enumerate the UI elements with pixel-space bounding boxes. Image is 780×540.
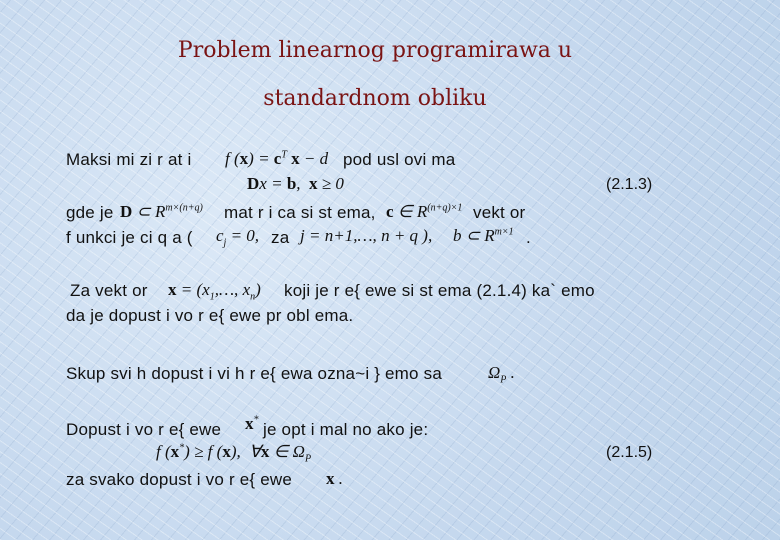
x-star: x* — [245, 414, 259, 433]
x-final: x . — [326, 469, 343, 488]
equation-number-213: (2.1.3) — [606, 176, 653, 193]
feasible-set-statement: Skup svi h dopust i vi h r e{ ewa ozna~i } emo sa — [66, 364, 442, 383]
for-vector-label: Za vekt or — [70, 281, 148, 300]
objective-function-label: f unkci je ci q a ( — [66, 228, 193, 247]
sentence-end: . — [526, 228, 531, 247]
system-matrix-label: mat r i ca si st ema, — [224, 203, 376, 222]
optimality-inequality: f (x*) ≥ f (x), ∀x ∈ $\Omega_P$ — [156, 442, 312, 465]
j-range: j = n+1,…, n + q ), — [300, 226, 433, 245]
optimal-solution-label: Dopust i vo r e{ ewe — [66, 420, 222, 439]
where-label: gde je — [66, 203, 114, 222]
subject-to-label: pod usl ovi ma — [343, 150, 456, 169]
vector-label: vekt or — [473, 203, 526, 222]
solution-statement: koji je r e{ ewe si st ema (2.1.4) ka` emo — [284, 281, 595, 300]
feasible-solution-statement: da je dopust i vo r e{ ewe pr obl ema. — [66, 306, 354, 325]
vector-x: $x = (x_1,\dots$, $x_n$) — [168, 280, 261, 303]
slide-title-line1: Problem linearnog programirawa u — [177, 38, 573, 63]
vector-b-set: b ⊂ $R^{m\times 1}$ — [453, 226, 514, 245]
objective-function: f $(x) = c^T$ x − d — [225, 149, 329, 168]
equation-number-215: (2.1.5) — [606, 444, 653, 461]
constraint-equation: Dx = b, x ≥ 0 — [247, 174, 344, 193]
slide-title-line2: standardnom obliku — [263, 86, 487, 111]
omega-p: $\Omega_P$ . — [488, 363, 515, 386]
vector-c-set: c ∈ $R^{(n+q)\times 1}$ — [386, 202, 463, 221]
for-label: za — [271, 228, 290, 247]
optimal-condition-label: je opt i mal no ako je: — [263, 420, 429, 439]
for-every-feasible-label: za svako dopust i vo r e{ ewe — [66, 470, 292, 489]
cj-equation: $c_j = 0$, — [216, 226, 260, 249]
matrix-d-set: D ⊂ $R^{m\times(n+q)}$ — [120, 202, 203, 221]
maximize-label: Maksi mi zi r at i — [66, 150, 192, 169]
